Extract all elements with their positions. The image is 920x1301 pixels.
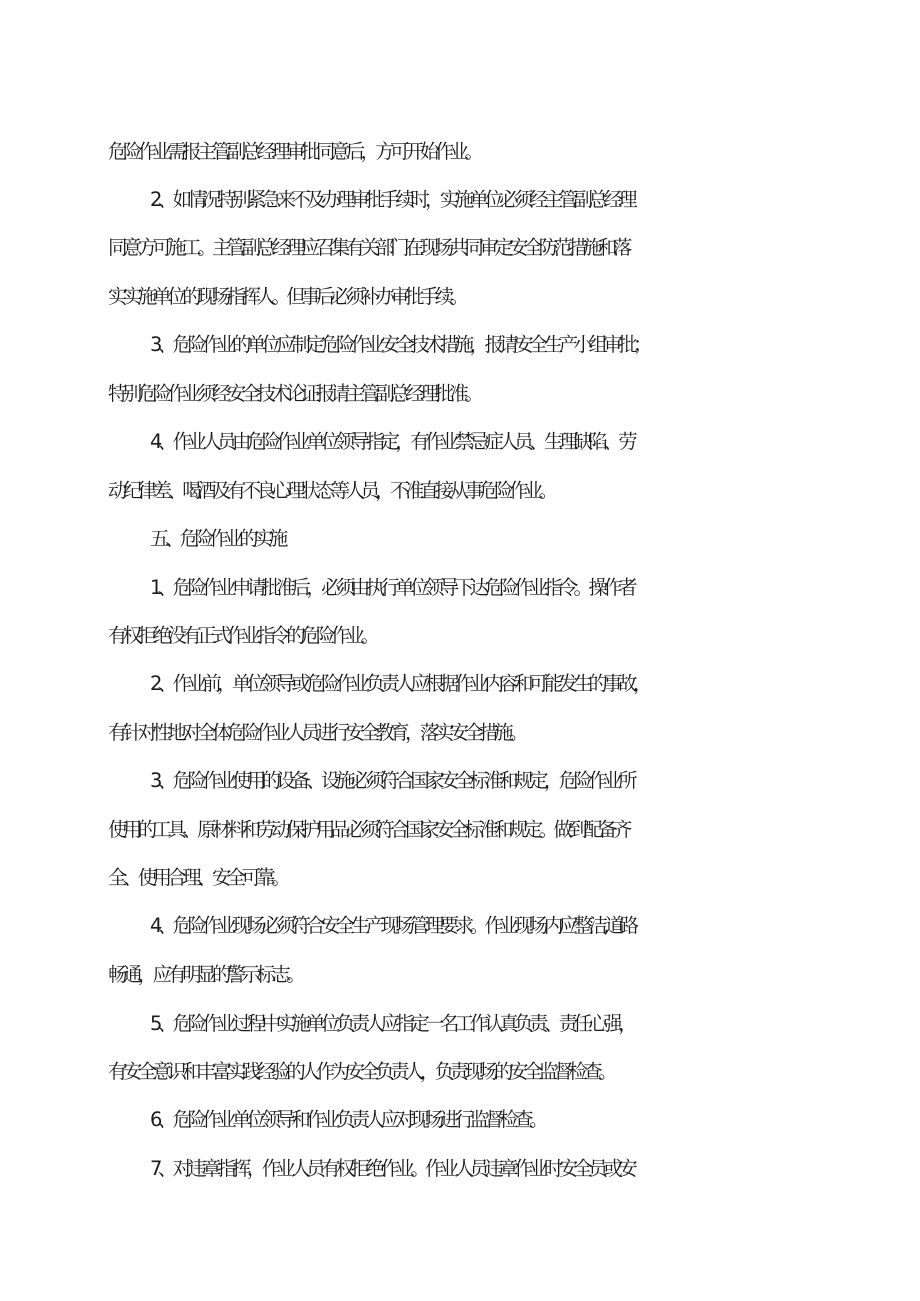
text-line: 4、危险作业现场必须符合安全生产现场管理要求。作业现场内应整洁,道路: [150, 914, 635, 937]
text-line: 2、如情况特别紧急来不及办理审批手续时，实施单位必须经主管副总经理: [150, 188, 633, 211]
section-heading: 五、危险作业的实施: [150, 527, 284, 550]
text-line: 3、危险作业的单位应制定危险作业安全技术措施，报请安全生产小组审批；: [150, 333, 648, 356]
text-line: 全、使用合理、安全可靠。: [108, 866, 287, 889]
text-line: 7、对违章指挥，作业人员有权拒绝作业。作业人员违章作业时安全员或安: [150, 1157, 633, 1180]
text-line: 使用的工具、原材料和劳动保护用品必须符合国家安全标准和规定。做到配备齐: [108, 818, 628, 841]
text-line: 有权拒绝没有正式作业指令的危险作业。: [108, 624, 376, 647]
text-line: 实实施单位的现场指挥人。但事后必须补办审批手续。: [108, 285, 465, 308]
text-line: 有针对性地对全体危险作业人员进行安全教育，落实安全措施。: [108, 721, 524, 744]
text-line: 5、危险作业过程中实施单位负责人应指定一名工作认真负责、责任心强，: [150, 1012, 633, 1035]
text-line: 4、作业人员由危险作业单位领导指定，有作业禁忌症人员、生理缺陷、劳: [150, 430, 633, 453]
text-line: 1、危险作业申请批准后，必须由执行单位领导下达危险作业指令。操作者: [150, 576, 633, 599]
text-line: 同意方可施工。主管副总经理应召集有关部门在现场共同审定安全防范措施和落: [108, 236, 628, 259]
text-line: 畅通，应有明显的警示标志。: [108, 963, 302, 986]
text-line: 6、危险作业单位领导和作业负责人应对现场进行监督检查。: [150, 1108, 544, 1131]
text-line: 2、作业前，单位领导或危险作业负责人应根据作业内容和可能发生的事故，: [150, 672, 648, 695]
text-line: 动纪律差、喝酒及有不良心理状态等人员，不准直接从事危险作业。: [108, 479, 554, 502]
text-line: 特别危险作业须经安全技术论证报请主管副总经理批准。: [108, 382, 480, 405]
text-line: 有安全意识和丰富实践经验的人作为安全负责人，负责现场的安全监督检查。: [108, 1060, 613, 1083]
text-line: 危险作业需报主管副总经理审批同意后，方可开始作业。: [108, 140, 480, 163]
text-line: 3、危险作业使用的设备、设施必须符合国家安全标准和规定，危险作业所: [150, 769, 633, 792]
